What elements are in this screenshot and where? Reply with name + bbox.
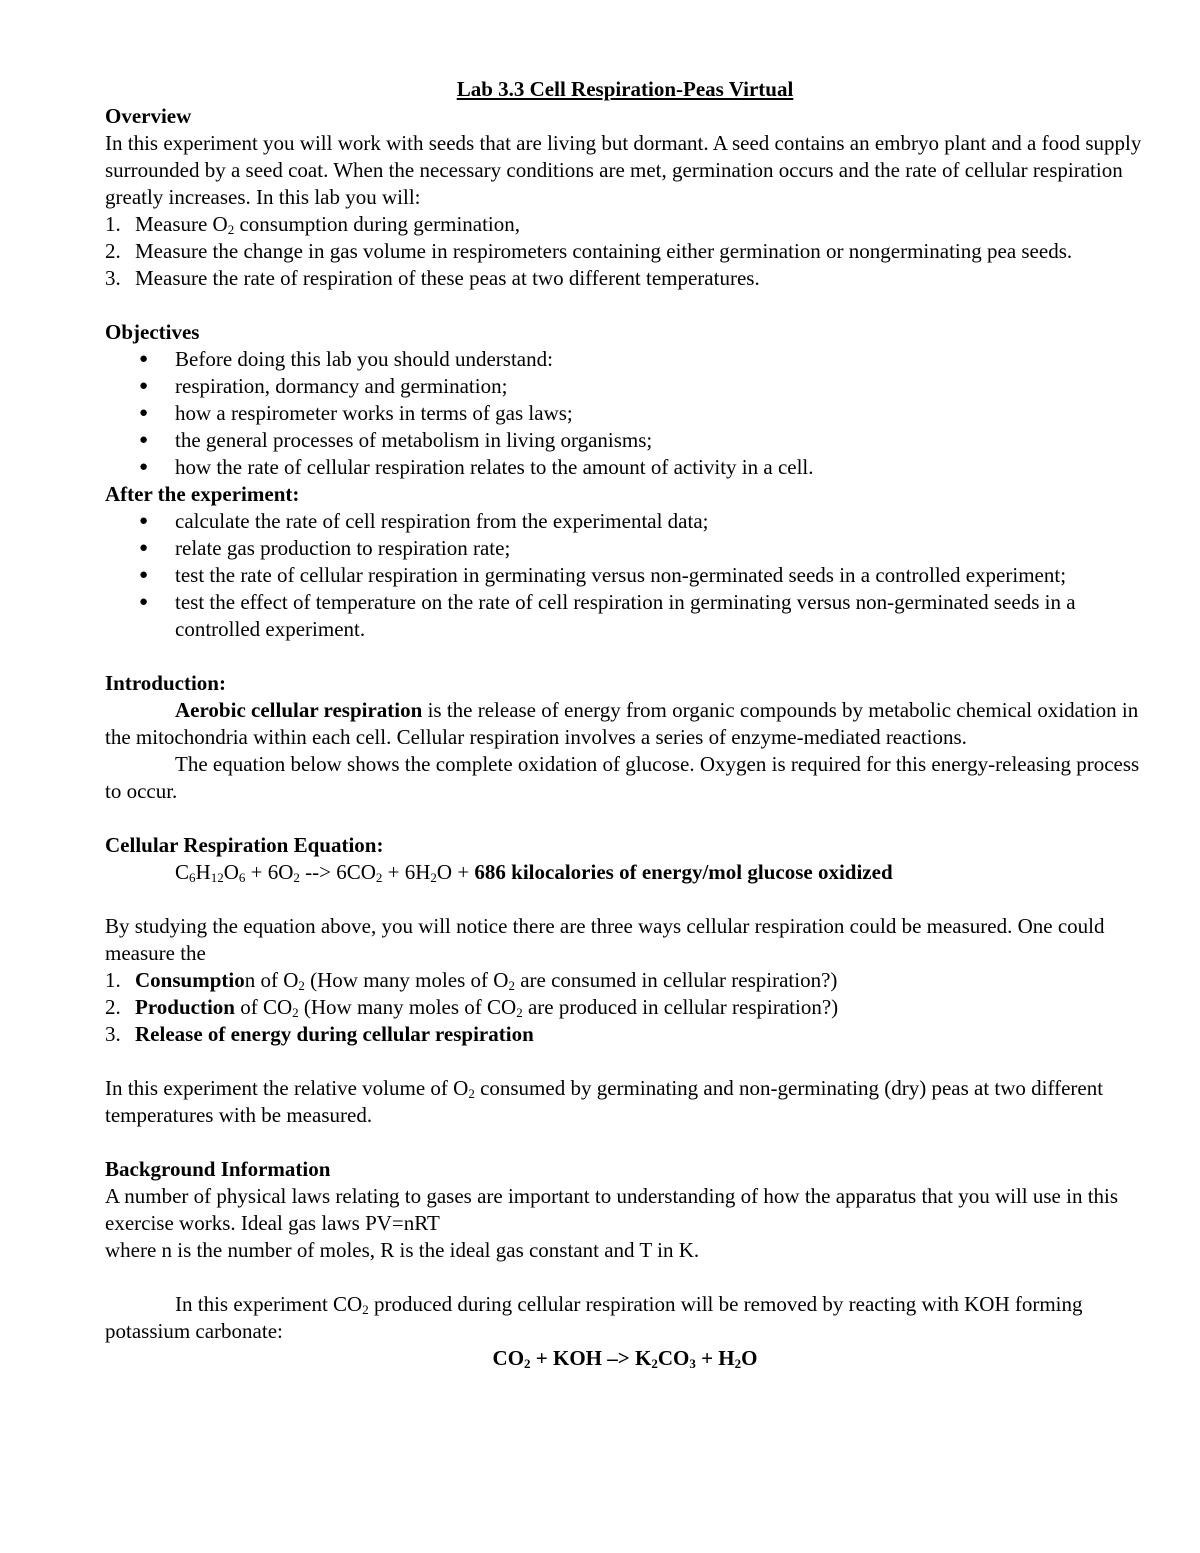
list-item: ● relate gas production to respiration rate; [105, 535, 1145, 562]
overview-heading: Overview [105, 104, 192, 128]
after-list [105, 508, 1145, 643]
overview-item-2: 2. Measure the change in gas volume in respirometers containing either germination or nongerminating pea seeds. [105, 239, 1073, 263]
objectives-heading: Objectives [105, 320, 200, 344]
list-item: ● Before doing this lab you should understand: [105, 346, 1145, 373]
background-paragraph-2: where n is the number of moles, R is the ideal gas constant and T in K. [105, 1238, 700, 1262]
overview-item-1: 1. Measure $O_2$ consumption during germination, [105, 212, 521, 237]
list-item: ● test the effect of temperature on the rate of cell respiration in germinating versus non-germinated seeds in a controlled experiment. [105, 589, 1145, 643]
background-heading: Background Information [105, 1157, 331, 1181]
introduction-heading: Introduction: [105, 671, 226, 695]
list-item: ● the general processes of metabolism in living organisms; [105, 427, 1145, 454]
measure-item-2: 2. Production of $CO_2$ (How many moles of $CO_2$ are produced in cellular respiration?) [105, 995, 839, 1020]
measure-intro: By studying the equation above, you will notice there are three ways cellular respiration could be measured. One could measure the [105, 914, 1105, 965]
koh-equation: $CO_2$ + KOH –> $K_2CO_3 + H_2O$ [492, 1346, 758, 1371]
background-paragraph-1: A number of physical laws relating to gases are important to understanding of how the apparatus that you will use in this exercise works. Ideal gas laws PV=nRT [105, 1184, 1119, 1235]
list-item: ● how the rate of cellular respiration relates to the amount of activity in a cell. [105, 454, 1145, 481]
introduction-paragraph-2: The equation below shows the complete oxidation of glucose. Oxygen is required for this energy-releasing process to occur. [105, 752, 1140, 803]
experiment-paragraph: In this experiment the relative volume of $O_2$ consumed by germinating and non-germinating (dry) peas at two different temperatures with be measured. [105, 1076, 1104, 1127]
before-list [105, 346, 1145, 481]
overview-item-3: 3. Measure the rate of respiration of these peas at two different temperatures. [105, 266, 760, 290]
page-title: Lab 3.3 Cell Respiration-Peas Virtual [456, 77, 794, 101]
list-item: ● test the rate of cellular respiration in germinating versus non-germinated seeds in a controlled experiment; [105, 562, 1145, 589]
respiration-equation: $C_6H_{12}O_6 + 6O_2$ --> $6CO_2 + 6H_2O + 686$ kilocalories of energy/mol glucose oxidized [175, 860, 893, 885]
overview-text: In this experiment you will work with seeds that are living but dormant. A seed contains an embryo plant and a food supply surrounded by a seed coat. When the necessary conditions are met, germination occurs and the rate of cellular respiration greatly increases. In this lab you will: [105, 131, 1142, 209]
list-item: ● how a respirometer works in terms of gas laws; [105, 400, 1145, 427]
equation-heading: Cellular Respiration Equation: [105, 833, 384, 857]
list-item: ● calculate the rate of cell respiration from the experimental data; [105, 508, 1145, 535]
document-page [105, 76, 1145, 1372]
measure-item-1: 1. Consumption of $O_2$ (How many moles of $O_2$ are consumed in cellular respiration?) [105, 968, 838, 993]
list-item: ● respiration, dormancy and germination; [105, 373, 1145, 400]
introduction-paragraph-1: Aerobic cellular respiration is the release of energy from organic compounds by metabolic chemical oxidation in the mitochondria within each cell. Cellular respiration involves a series of enzyme-mediated reactions. [105, 698, 1139, 749]
after-heading: After the experiment: [105, 482, 300, 506]
background-paragraph-3: In this experiment $CO_2$ produced during cellular respiration will be removed by reacting with KOH forming potassium carbonate: [105, 1292, 1083, 1343]
measure-item-3: 3. Release of energy during cellular respiration [105, 1022, 534, 1046]
